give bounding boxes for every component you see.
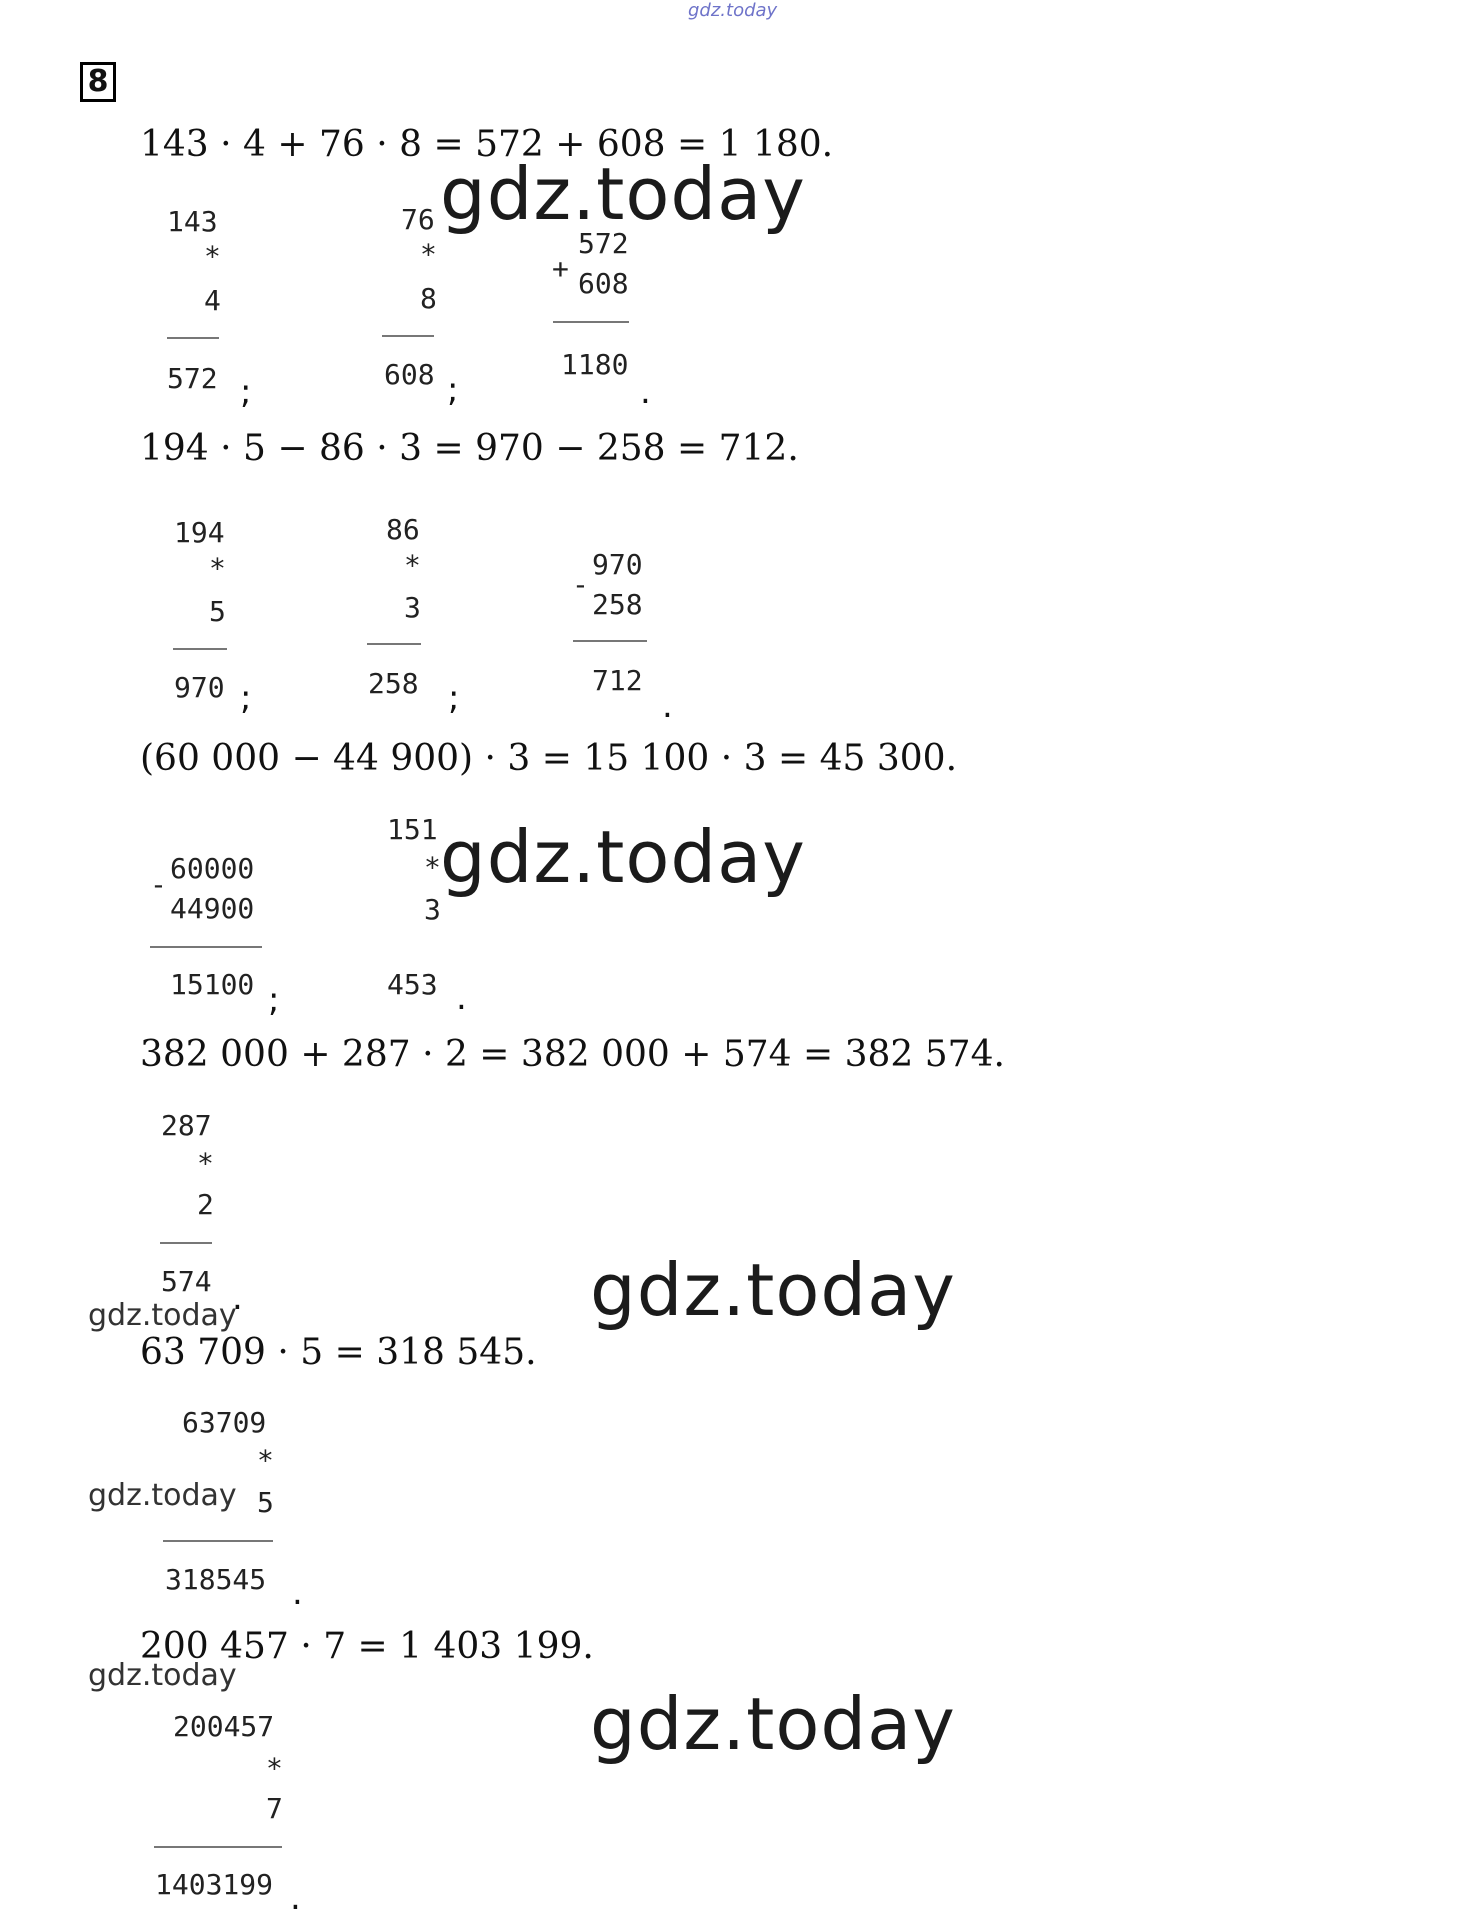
equation-6: 200 457 · 7 = 1 403 199. (140, 1626, 594, 1667)
column-11-top: 200457 (173, 1710, 275, 1743)
column-9-punct: . (232, 1278, 243, 1318)
equation-5: 63 709 · 5 = 318 545. (140, 1332, 537, 1373)
column-10-bottom: 5 (257, 1486, 274, 1519)
column-10-line (163, 1540, 273, 1542)
column-11-bottom: 7 (266, 1792, 283, 1825)
column-11-operator: * (266, 1752, 283, 1785)
column-1-punct: ; (240, 372, 252, 412)
column-11-punct: . (290, 1878, 301, 1918)
column-4-bottom: 5 (209, 595, 226, 628)
equation-4: 382 000 + 287 · 2 = 382 000 + 574 = 382 574. (140, 1034, 1005, 1075)
column-2-line (382, 335, 434, 337)
column-10-top: 63709 (182, 1406, 267, 1439)
column-11-result: 1403199 (155, 1868, 274, 1901)
column-1-top: 143 (167, 205, 218, 238)
column-9-bottom: 2 (197, 1188, 214, 1221)
column-2-result: 608 (384, 358, 435, 391)
watermark-small-3: gdz.today (88, 1658, 237, 1693)
column-2-punct: ; (447, 370, 459, 410)
column-11-line (154, 1846, 282, 1848)
column-9-result: 574 (161, 1265, 212, 1298)
column-5-bottom: 3 (404, 591, 421, 624)
watermark-large-4: gdz.today (590, 1682, 956, 1766)
column-10-result: 318545 (165, 1563, 267, 1596)
column-1-bottom: 4 (204, 284, 221, 317)
column-6-top: 970 (592, 548, 643, 581)
column-6-result: 712 (592, 664, 643, 697)
column-6-line (573, 640, 647, 642)
equation-1: 143 · 4 + 76 · 8 = 572 + 608 = 1 180. (140, 124, 834, 165)
column-7-bottom: 44900 (170, 892, 255, 925)
column-7-operator: - (150, 868, 167, 901)
column-3-top: 572 (578, 227, 629, 260)
column-7-result: 15100 (170, 968, 255, 1001)
column-5-line (367, 643, 421, 645)
column-7-punct: ; (268, 980, 280, 1020)
column-9-top: 287 (161, 1109, 212, 1142)
column-2-top: 76 (401, 203, 435, 236)
watermark-large-3: gdz.today (590, 1248, 956, 1332)
equation-3: (60 000 − 44 900) · 3 = 15 100 · 3 = 45 300. (140, 738, 958, 779)
column-8-operator: * (424, 851, 441, 884)
watermark-large-1: gdz.today (440, 152, 806, 236)
column-4-top: 194 (174, 516, 225, 549)
watermark-small-1: gdz.today (88, 1298, 237, 1333)
column-5-top: 86 (386, 513, 420, 546)
top-watermark: gdz.today (688, 0, 778, 21)
column-5-punct: ; (448, 678, 460, 718)
column-1-result: 572 (167, 362, 218, 395)
column-8-punct: . (456, 978, 467, 1018)
column-10-punct: . (292, 1573, 303, 1613)
column-6-punct: . (662, 686, 673, 726)
watermark-small-2: gdz.today (88, 1478, 237, 1513)
column-3-operator: + (552, 252, 569, 285)
column-10-operator: * (257, 1444, 274, 1477)
column-3-result: 1180 (561, 348, 629, 381)
column-2-bottom: 8 (420, 282, 437, 315)
column-6-operator: - (572, 568, 589, 601)
column-3-line (553, 321, 629, 323)
column-5-result: 258 (368, 667, 419, 700)
column-4-result: 970 (174, 671, 225, 704)
column-7-line (150, 946, 262, 948)
column-4-operator: * (209, 552, 226, 585)
column-1-operator: * (204, 240, 221, 273)
watermark-large-2: gdz.today (440, 815, 806, 899)
column-5-operator: * (404, 549, 421, 582)
task-number-badge: 8 (80, 62, 116, 102)
column-4-punct: ; (240, 678, 252, 718)
column-8-bottom: 3 (424, 893, 441, 926)
column-4-line (173, 648, 227, 650)
column-9-line (160, 1242, 212, 1244)
column-3-bottom: 608 (578, 267, 629, 300)
column-8-result: 453 (387, 968, 438, 1001)
column-3-punct: . (640, 372, 651, 412)
column-6-bottom: 258 (592, 588, 643, 621)
column-2-operator: * (420, 238, 437, 271)
equation-2: 194 · 5 − 86 · 3 = 970 − 258 = 712. (140, 428, 799, 469)
column-8-top: 151 (387, 813, 438, 846)
column-7-top: 60000 (170, 852, 255, 885)
column-9-operator: * (197, 1147, 214, 1180)
column-1-line (167, 337, 219, 339)
